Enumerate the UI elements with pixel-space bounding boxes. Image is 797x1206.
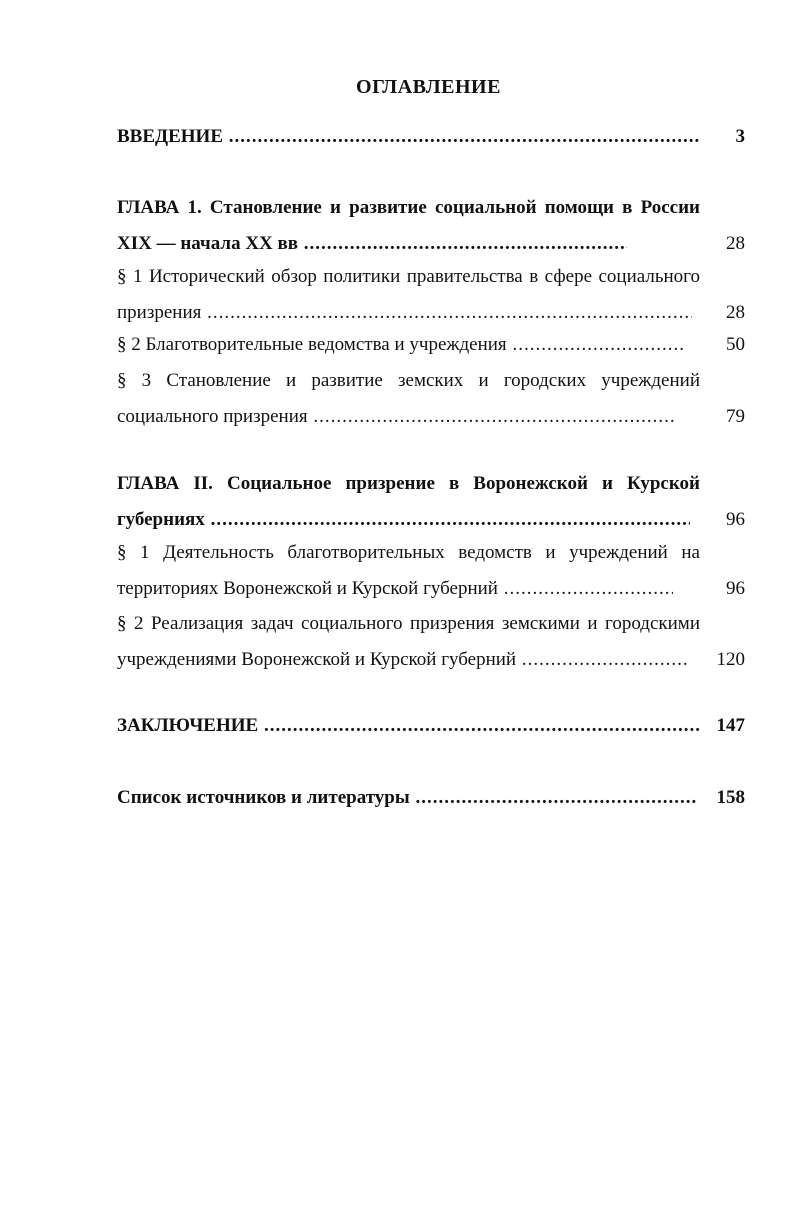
chapter-2-page: 96 bbox=[726, 509, 745, 530]
toc-entry-chapter-1[interactable] bbox=[117, 190, 745, 262]
toc-entry-ch2-section-1[interactable] bbox=[117, 535, 745, 607]
ch1-section-1-page: 28 bbox=[726, 302, 745, 323]
ch2-section-1-line2: территориях Воронежской и Курской губерний ..... bbox=[117, 571, 673, 607]
conclusion-page: 147 bbox=[716, 715, 745, 736]
toc-entry-intro[interactable] bbox=[117, 119, 745, 155]
sources-page: 158 bbox=[716, 787, 745, 808]
chapter-1-title-line2: XIX — начала XX вв ..... bbox=[117, 226, 627, 262]
ch2-section-2-line1: § 2 Реализация задач социального призрения земскими и городскими bbox=[117, 613, 700, 634]
ch2-section-2-line2: учреждениями Воронежской и Курской губерний ..... bbox=[117, 642, 688, 678]
chapter-2-title-line2: губерниях ..... bbox=[117, 502, 690, 538]
chapter-1-page: 28 bbox=[726, 233, 745, 254]
ch2-section-1-page: 96 bbox=[726, 578, 745, 599]
ch1-section-2-line1: § 2 Благотворительные ведомства и учреждения ..... bbox=[117, 327, 685, 363]
ch1-section-1-line1: § 1 Исторический обзор политики правительства в сфере социального bbox=[117, 266, 700, 287]
toc-entry-ch1-section-1[interactable] bbox=[117, 259, 745, 331]
ch1-section-3-line2: социального призрения ..... bbox=[117, 399, 674, 435]
ch1-section-1-line2: призрения ..... bbox=[117, 295, 692, 331]
chapter-2-title-line1: ГЛАВА II. Социальное призрение в Воронежской и Курской bbox=[117, 473, 700, 494]
toc-entry-sources[interactable] bbox=[117, 780, 745, 816]
toc-entry-ch1-section-3[interactable] bbox=[117, 363, 745, 435]
conclusion-label: ЗАКЛЮЧЕНИЕ ..... bbox=[117, 708, 700, 744]
intro-page: 3 bbox=[735, 126, 745, 147]
ch1-section-2-page: 50 bbox=[726, 334, 745, 355]
chapter-1-title-line1: ГЛАВА 1. Становление и развитие социальной помощи в России bbox=[117, 197, 700, 218]
ch1-section-3-page: 79 bbox=[726, 406, 745, 427]
intro-label: ВВЕДЕНИЕ ..... bbox=[117, 119, 700, 155]
toc-entry-conclusion[interactable] bbox=[117, 708, 745, 744]
toc-entry-ch1-section-2[interactable] bbox=[117, 327, 745, 363]
toc-entry-chapter-2[interactable] bbox=[117, 466, 745, 538]
ch1-section-3-line1: § 3 Становление и развитие земских и городских учреждений bbox=[117, 370, 700, 391]
sources-label: Список источников и литературы ..... bbox=[117, 780, 697, 816]
ch2-section-2-page: 120 bbox=[716, 649, 745, 670]
toc-title: ОГЛАВЛЕНИЕ bbox=[356, 76, 501, 98]
toc-entry-ch2-section-2[interactable] bbox=[117, 606, 745, 678]
ch2-section-1-line1: § 1 Деятельность благотворительных ведомств и учреждений на bbox=[117, 542, 700, 563]
